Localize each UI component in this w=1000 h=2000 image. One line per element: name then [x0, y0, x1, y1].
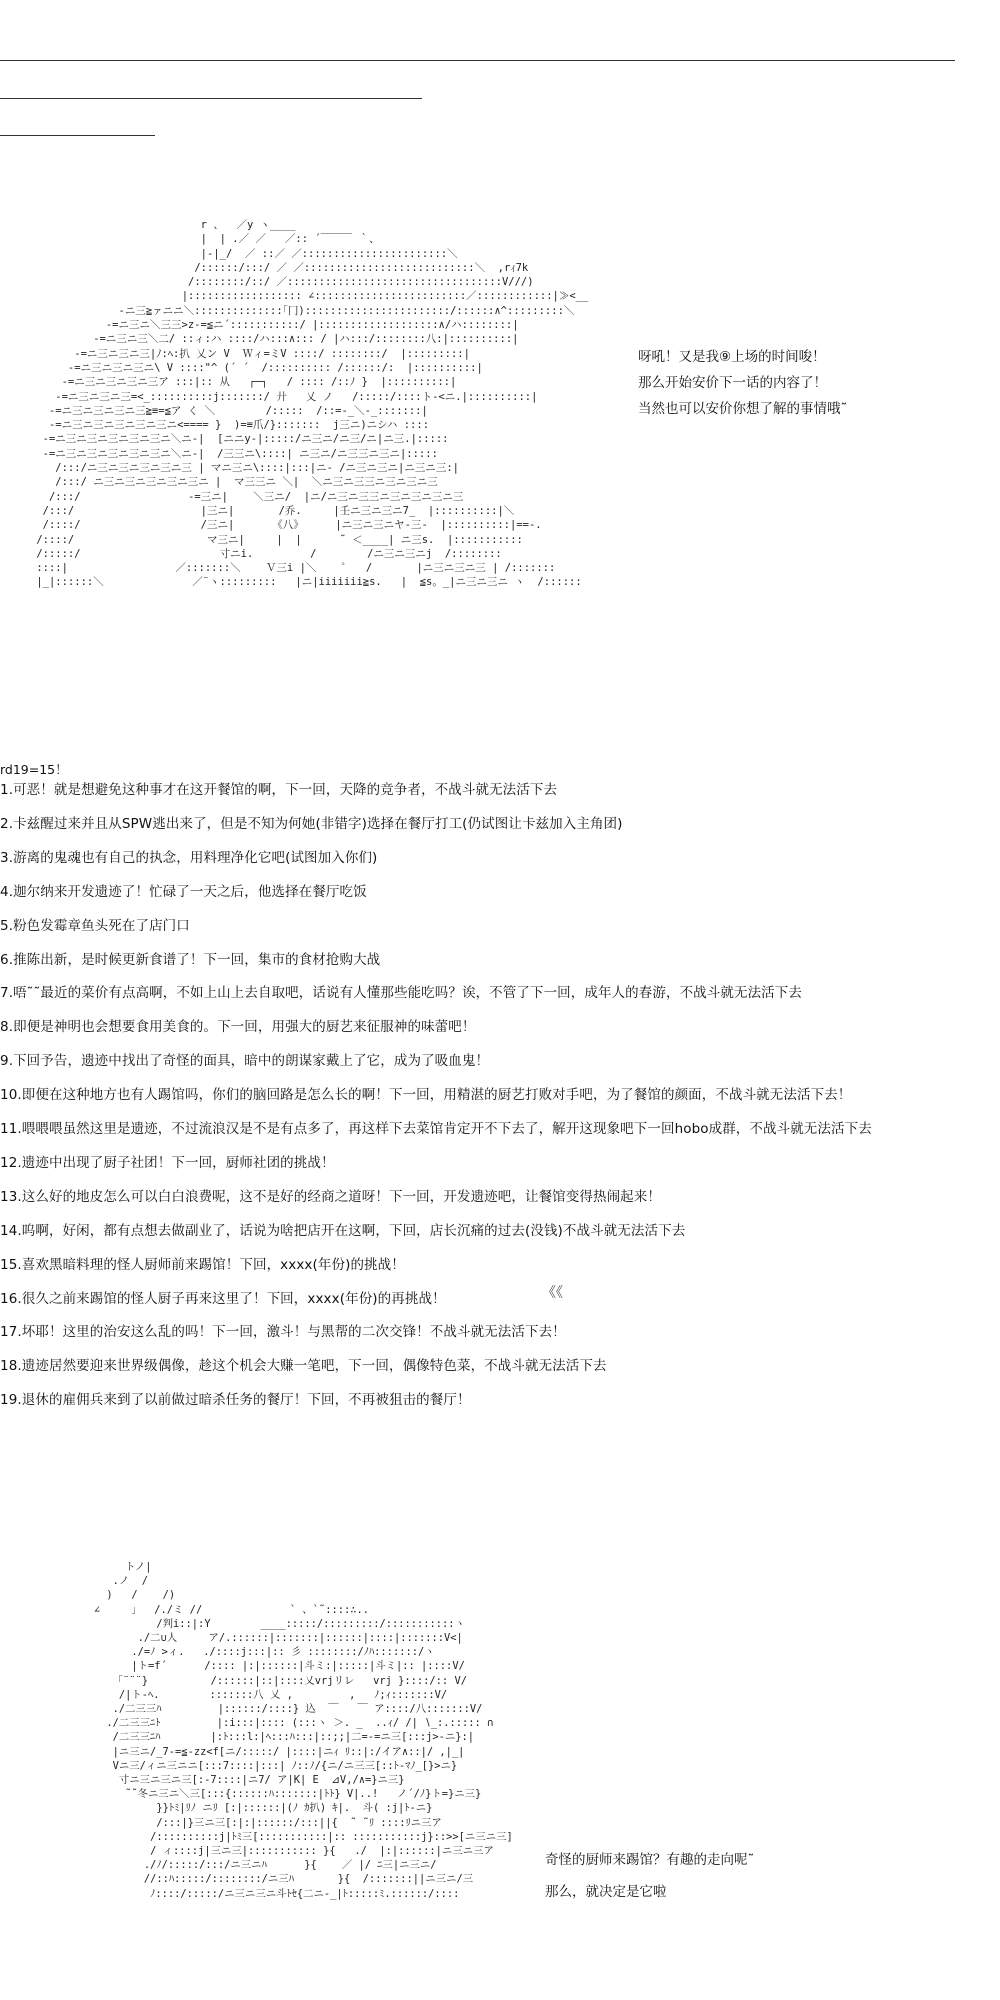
speech-line: 呀吼！又是我⑨上场的时间唆！ [638, 349, 826, 365]
speech-line: 那么，就决定是它啦 [545, 1884, 667, 1900]
option-item: 11.喂喂喂虽然这里是遗迹，不过流浪汉是不是有点多了，再这样下去菜馆肯定开不下去了，解开这现象吧下一回hobo成群，不战斗就无法活下去 [0, 1121, 872, 1137]
speech-bottom [545, 1812, 754, 1908]
stray-marks: 《《 [542, 1285, 563, 1301]
option-item: 1.可恶！就是想避免这种事才在这开餐馆的啊，下一回，天降的竞争者，不战斗就无法活下去 [0, 782, 558, 798]
option-item: 15.喜欢黑暗料理的怪人厨师前来踢馆！下回，xxxx(年份)的挑战！ [0, 1256, 405, 1273]
speech-line: 那么开始安价下一话的内容了！ [638, 375, 827, 391]
option-item: 14.呜啊，好闲，都有点想去做副业了，话说为啥把店开在这啊，下回，店长沉痛的过去(没钱)不战斗就无法活下去 [0, 1222, 686, 1239]
option-item: 13.这么好的地皮怎么可以白白浪费呢，这不是好的经商之道呀！下一回，开发遗迹吧，让餐馆变得热闹起来！ [0, 1188, 661, 1205]
option-item: 17.坏耶！这里的治安这么乱的吗！下一回，激斗！与黑帮的二次交锋！不战斗就无法活下去！ [0, 1324, 566, 1341]
divider-line [0, 60, 955, 61]
option-item: 10.即便在这种地方也有人踢馆吗，你们的脑回路是怎么长的啊！下一回，用精湛的厨艺打败对手吧，为了餐馆的颜面，不战斗就无法活下去！ [0, 1087, 852, 1104]
roll-result: rd19=15！ [0, 762, 68, 777]
option-item: 8.即便是神明也会想要食用美食的。下一回，用强大的厨艺来征服神的味蕾吧！ [0, 1019, 476, 1036]
option-item: 7.唔˜˜最近的菜价有点高啊，不如上山上去自取吧，话说有人懂那些能吃吗？诶，不管了下一回，成年人的春游，不战斗就无法活下去 [0, 985, 802, 1002]
option-item: 2.卡兹醒过来并且从SPW逃出来了，但是不知为何她(非错字)选择在餐厅打工(仍试图让卡兹加入主角团) [0, 815, 623, 832]
option-item: 16.很久之前来踢馆的怪人厨子再来这里了！下回，xxxx(年份)的再挑战！ [0, 1290, 446, 1307]
option-item: 5.粉色发霉章鱼头死在了店门口 [0, 917, 190, 934]
option-item: 9.下回予告，遗迹中找出了奇怪的面具，暗中的朗谋家戴上了它，成为了吸血鬼！ [0, 1053, 490, 1070]
option-item: 18.遗迹居然要迎来世界级偶像，趁这个机会大赚一笔吧，下一回，偶像特色菜，不战斗就无法活下去 [0, 1358, 607, 1375]
option-item: 6.推陈出新，是时候更新食谱了！下一回，集市的食材抢购大战 [0, 951, 381, 968]
ascii-art-top: r 、 ／y ヽ____ | | .／ ／ ／:: ´￣￣￣ ｀、 |-|_/ ／ ::／ ／:::::::::::::::::::::::＼ /::::::/:::/ ／ ／:::::::::::::::::::::::::::＼ ,rｨ7k /::::::::/::/ ／::::::::::::::::::::::::::::::::::V///) |:::::::::::::::::: ∠::::::::::::::::::::::::／::::::::::::|≫<__ -ニ三≧ァニニ＼::::::::::::::｢冂):::::::::::::::::::::::/::::::∧^:::::::::＼ -=ニ三ニ＼三三>z-=≦ニ´:::::::::::/ |:::::::::::::::::::∧/ハ::::::::| -=ニ三ニ三＼二/ ::ィ:ハ ::::/ハ:::∧::: / |ハ:::/::::::::八:|::::::::::| -=ニ三ニ三ニ三|ﾉ:ﾍ:扒 乂ン V Ｗィ=ミV ::::/ ::::::::/ |:::::::::| -=ニ三ニ三ニ三ニ\ V ::::"^ (´ ´ /:::::::::: /::::::/: |::::::::::| -=ニ三ニ三ニ三ニ三ア :::|:: 从 ┌─┐ / :::: /::ﾉ } |::::::::::| -=ニ三ニ三ニ三=<_::::::::::j:::::::/ 廾 乂 ノ /:::::/::::ト-<ニ.|::::::::::| -=ニ三ニ三ニ三ニ三≧≡=≦ア く ＼ /::::: /::=-_＼-_:::::::| -=ニ三ニ三ニ三ニ三ニ三ニ<==== } )=≡爪/}::::::: j三ニ)ニシハ :::: -=ニ三ニ三ニ三ニ三ニ三ニ＼ニ-| [ニニy-|:::::/ニ三ニ/ニ三/ニ|ニ三.|::::: -=ニ三ニ三ニ三ニ三ニ三ニ＼ニ-| /三三ニ\::::| ニ三ニ/ニ三三ニ三ニ|::::: /:::/ニ三ニ三ニ三ニ三ニ三 | マニ三ニ\::::|:::|ニ- /ニ三ニ三ニ|ニ三ニ三:| /:::/ ニ三ニ三ニ三ニ三ニ三ニ | マ三三ニ ＼| ＼ニ三ニ三三ニ三ニ三ニ三 /:::/ -=三ニ| ＼三ニ/ |ニ/ニ三ニ三三ニ三ニ三ニ三ニ三 /:::/ |三ニ| /乔. |壬ニ三ニ三ニ7_ |::::::::::|＼ /::::/ /三ニ| 《八》 |ニ三ニ三ニヤ-三- |::::::::::|==-. /::::/ マ三ニ| | | ˜ ＜____| ニ三s. |::::::::::: /:::::/ 寸ニi. / /ニ三ニ三ニj /:::::::: ::::| ／:::::::＼ Ｖ三i |＼ ﾟ / |ニ三ニ三ニ三 | /::::::: |_|::::::＼ ／¨ヽ::::::::: |ニ|iiiiiii≧s. | ≦s。_|ニ三ニ三ニ ヽ /:::::: [36, 219, 589, 589]
option-item: 12.遗迹中出现了厨子社团！下一回，厨师社团的挑战！ [0, 1154, 335, 1171]
ascii-art-bottom: トノ| .ノ / ) / /) ∠ 」 /./ミ // ` 、`˜::::∴.. /判i::|:Y ____:::::/:::::::::/:::::::::::ヽ ./二∪人 ア/.::::::|:::::::|::::::|::::|:::::::V<| ./=ﾉ >ィ. ./::::j:::|:: 彡 ::::::::/ﾉﾊ:::::::/ヽ |ト=f´ /:::: |:|::::::|斗ミ:|:::::|斗ミ|:: |::::V/ 「¨¨¨} /::::::|::|::::乂vrjリレ vrj }::::/:: V/ /|ト-ﾍ. :::::::八 乂 , , ﾉ;ｨ:::::::V/ ./二三三ﾊ |::::::/::::} 込 ￣ ￣ ア::::/八:::::::V/ ./二三三ﾆﾄ |:i:::|:::: (:::ヽ ＞. _ ..ｨ/ /| ∖_:.::::: ∩ /二三三ﾆﾊ |:ﾄ:::l:|ﾍ:::ﾊ:::|::;;|二=-=ニ三[:::j>-ニ}:| |ニ三ニ/_7-=≦-zz<f[ニ/:::::/ |::::|ニｨ ﾘ::|:/イア∧::|/ ,|_| Vニ三/ィニ三ニニ[:::7::::|:::| ﾉ::ﾉ/{ニ/ニ三三[::ﾄ-ﾏﾉ_[}>ニ} 寸ニ三ニ三ニ三[:-7::::|ニ7/ ア|K| E ⊿V,/∧=}ニ三} ˜˜冬ニ三ニ＼三[:::{::::::ﾊ:::::::|ﾄﾄ} V|..! ノ´/ﾉ}ト=}ニ三} }}ﾄﾐ|ﾘﾉ ニﾘ [:|::::::|(ﾉ ｶ扒) ｷ|. 斗( :j|ﾄ-ニ} /:::|}三ニ三[:|:|::::::/:::||{ ˜ ˜ﾘ ::::ﾘニ三ア /::::::::::j|ﾄﾐ三[:::::::::::|:: :::::::::::j}::>>[ニ三ニ三] / ィ::::j|三ニ三|::::::::::: }{ ./ |:|::::::|ニ三ニ三ア ./ﾉ/:::::/:::/ニ三ニﾊ }{ ／ |/ ﾆ三|ニ三ニ/ //::ﾊ:::::/::::::::/ニ三ﾊ }{ /:::::::||ニ三ニ/三 ﾉ::::/:::::/ニ三ニ三ニ斗ﾄｾ{二ニ-_|ﾄ:::::ﾐ.::::::/:::: [93, 1561, 513, 1900]
divider-line [0, 98, 422, 99]
option-item: 4.迦尔纳来开发遗迹了！忙碌了一天之后，他选择在餐厅吃饭 [0, 883, 367, 900]
speech-line: 当然也可以安价你想了解的事情哦˜ [638, 401, 848, 417]
divider-line [0, 135, 155, 136]
speech-line: 奇怪的厨师来踢馆？有趣的走向呢˜ [545, 1852, 755, 1868]
option-item: 3.游离的鬼魂也有自己的执念，用料理净化它吧(试图加入你们) [0, 849, 378, 866]
speech-top [638, 318, 847, 422]
option-item: 19.退休的雇佣兵来到了以前做过暗杀任务的餐厅！下回，不再被狙击的餐厅！ [0, 1392, 471, 1409]
